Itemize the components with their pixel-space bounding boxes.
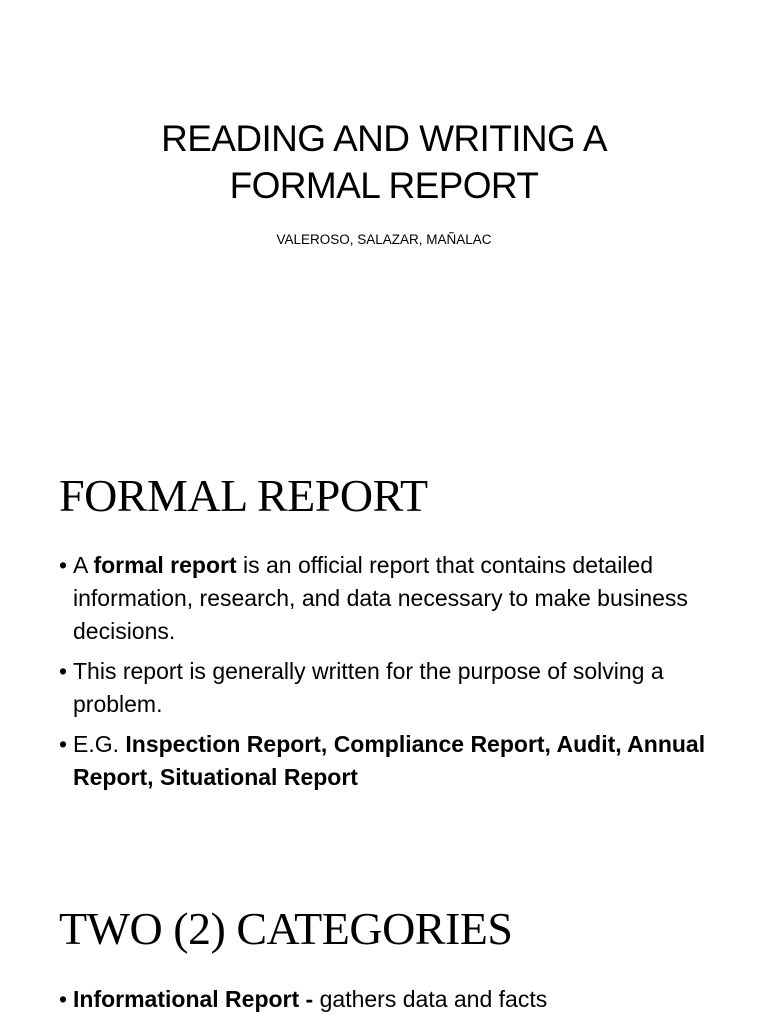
bold-examples: Inspection Report, Compliance Report, Audit, Annual Report, Situational Report: [73, 731, 706, 790]
bullet-text: This report is generally written for the purpose of solving a problem.: [73, 658, 664, 717]
bullet-purpose: [59, 655, 719, 721]
bold-term: Informational Report -: [73, 986, 320, 1012]
bullet-icon: •: [59, 731, 68, 757]
presentation-title: [0, 115, 768, 209]
title-line-1: READING AND WRITING A: [161, 118, 607, 159]
bullet-examples: [59, 728, 719, 794]
bold-term: formal report: [93, 552, 237, 578]
title-line-2: FORMAL REPORT: [229, 165, 539, 206]
categories-slide: [0, 864, 768, 1024]
formal-report-slide: [0, 432, 768, 864]
bullet-prefix: E.G.: [73, 731, 126, 757]
bullet-definition: [59, 549, 719, 648]
authors-subtitle: VALEROSO, SALAZAR, MAÑALAC: [276, 232, 492, 247]
bullet-icon: •: [59, 986, 68, 1012]
bullet-text: gathers data and facts: [319, 986, 548, 1012]
slide-heading: FORMAL REPORT: [59, 470, 428, 521]
bullet-text: is an official report that contains detailed information, research, and data necessary to make business decisions.: [73, 552, 688, 644]
bullet-informational: [59, 983, 719, 1016]
bullet-list: [59, 983, 719, 1023]
bullet-prefix: A: [73, 552, 94, 578]
slide-heading: TWO (2) CATEGORIES: [59, 903, 513, 954]
bullet-list: [59, 549, 719, 801]
title-slide: [0, 0, 768, 432]
bullet-icon: •: [59, 658, 68, 684]
bullet-icon: •: [59, 552, 68, 578]
